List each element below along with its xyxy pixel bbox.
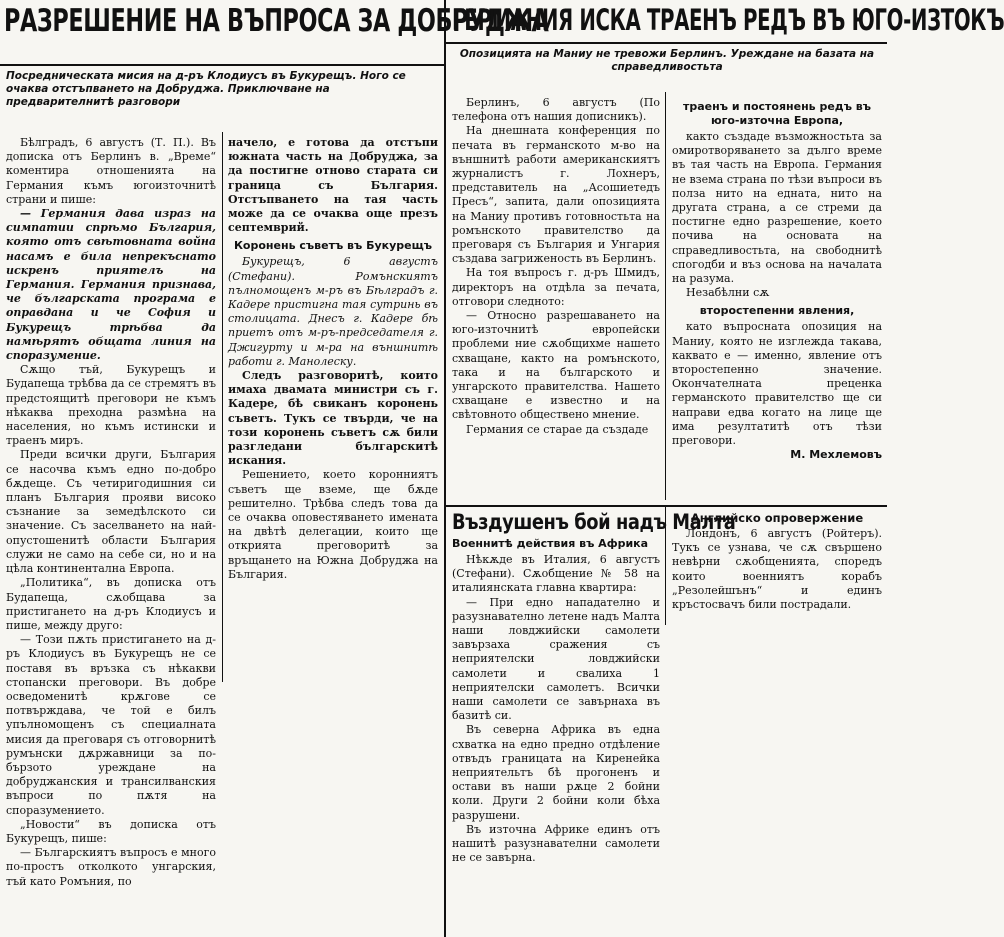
rule-article3-top [446, 505, 887, 507]
article3-headline: Въздушенъ бой надъ Малта [452, 510, 736, 534]
article1-subhead: Посредническата мисия на д-ръ Клодиусъ въ Букурещъ. Ного се очаква отстъпването на Добруджа. Приключване на предварителнитѣ разговори [6, 70, 406, 108]
paragraph: като въпросната опозиция на Маниу, която не изглежда такава, каквато е — именно, явление отъ второстепенно значение. Окончателната преценка германското правителство ще си направи едва когато на лице ще има резултатитѣ отъ тѣзи преговори. [672, 320, 882, 448]
paragraph: На днешната конференция по печата въ германското м-во на външнитѣ работи американскиятъ журналистъ г. Лохнеръ, представитель на „Асошиетедъ Пресъ“, запита, дали опозицията на Маниу противъ готовностьта на ромънското правителство да преговаря съ България и Унгария създава загриженость въ Берлинъ. [452, 124, 660, 266]
paragraph: Преди всички други, България се насочва къмъ едно по-добро бѫдеще. Съ четиригодишния си планъ България прояви високо съзнание за земедѣлското си значение. Съ заселването на най-опустошенитѣ области България служи не само на себе си, но и на цѣла континентална Европа. [6, 448, 216, 576]
paragraph: — Германия дава израз на симпатии спрѣмо България, която отъ свѣтовната война насамъ е била непрекъснато искренъ приятелъ на Германия. Германия признава, че българската програма е оправдана и че София и Букурещъ трѣбва да намѣрятъ общата линия на споразумение. [6, 207, 216, 363]
bold-lead: траенъ и постоянень редъ въ юго-източна Европа, [682, 100, 872, 127]
article3-body [452, 553, 660, 865]
paragraph: „Политика“, въ дописка отъ Будапеща, сѫобщава за пристигането на д-ръ Клодиусъ и пише, между друго: [6, 576, 216, 632]
article2-headline: ГЕРМАНИЯ ИСКА ТРАЕНЪ РЕДЪ ВЪ ЮГО-ИЗТОКЪ [452, 3, 1004, 37]
paragraph: „Новости“ въ дописка отъ Букурещъ, пише: [6, 817, 216, 845]
article2-column-1 [452, 96, 660, 437]
paragraph: Въ източна Африке единъ отъ нашитѣ разузнавателни самолети не се завърна. [452, 822, 660, 865]
article1-column-1 [6, 136, 216, 889]
column-rule-right [665, 92, 666, 500]
article4-body [672, 527, 882, 612]
article2-column-2 [672, 96, 882, 462]
article1-column-2 [228, 136, 438, 582]
paragraph: Решението, което коронниятъ съветъ ще вземе, ще бѫде решително. Трѣбва следъ това да се очаква оповестяването имената на двѣтѣ делегации, които ще открията преговоритѣ за връщането на Южна Добруджа на България. [228, 468, 438, 581]
paragraph: Германия се старае да създаде [466, 422, 649, 436]
section-title: Коронень съветъ въ Букурещъ [233, 239, 433, 253]
paragraph: — При едно нападателно и разузнавателно летене надъ Малта наши ловджийски самолети завързаха сражения съ неприятелски ловджийски самолети и свалиха 1 неприятелски самолетъ. Всички наши самолети се завърнаха въ базитѣ си. [452, 595, 660, 723]
article3-subhead: Военнитѣ действия въ Африка [452, 537, 649, 550]
rule-under-headline-2 [446, 42, 887, 44]
paragraph: — Този пѫть пристигането на д-ръ Клодиусъ въ Букурещъ не се поставя въ връзка съ нѣкакви стопански преговори. Въ добре осведоменитѣ крѫгове се потвърждава, че той е билъ упълномощенъ съ специалната мисия да преговаря съ отговорнитѣ румънски дѫржавници за по-бързото уреждане на добруджанския и трансилванския въпроси по пѫтя на споразумението. [6, 633, 216, 817]
paragraph: както създаде възможностьта за омиротворяването за дълго време въ тая часть на Европа. Германия не взема страна по тѣзи въпроси въ полза нито на едната, нито на другата страна, а се стреми да постигне едно разрешение, което почива на основата на справедливостьта, на свободнитѣ спогодби и въз основа на началата на разума. [672, 130, 882, 286]
paragraph: — Българскиятъ въпросъ е много по-простъ отколкото унгарския, тъй като Ромъния, по [6, 846, 216, 888]
author-signature: М. Мехлемовъ [790, 448, 882, 462]
paragraph: Незабѣлни сѫ [686, 286, 770, 300]
column-rule-left [222, 132, 223, 682]
rule-under-headline-1 [0, 64, 444, 66]
paragraph: Берлинъ, 6 августъ (По телефона отъ нашия дописникъ). [452, 96, 660, 124]
paragraph: Букурещъ, 6 августъ (Стефани). Ромънскиятъ пълномощенъ м-ръ въ Бѣлградъ г. Кадере пристигна тая сутринь въ столицата. Днесъ г. Кадере бѣ приетъ отъ м-ръ-председателя г. Джигурту и м-ра на външнитѣ работи г. Манолеску. [228, 255, 438, 368]
article2-subhead: Опозицията на Маниу не тревожи Берлинъ. Уреждане на базата на справедливостьта [459, 48, 875, 73]
paragraph: Нѣкѫде въ Италия, 6 августъ (Стефани). Сѫобщение № 58 на италиянската главна квартира: [452, 553, 660, 595]
paragraph: На тоя въпросъ г. д-ръ Шмидъ, директоръ на отдѣла за печата, отговори следното: [452, 266, 660, 308]
article1-headline: РАЗРЕШЕНИЕ НА ВЪПРОСА ЗА ДОБРУДЖА [4, 3, 549, 39]
paragraph: Бѣлградъ, 6 августъ (Т. П.). Въ дописка отъ Берлинъ в. „Време“ коментира отношенията на Германия къмъ югоизточнитѣ страни и пише: [6, 136, 216, 206]
paragraph: Лондонъ, 6 августъ (Ройтеръ). Тукъ се узнава, че сѫ свършено невѣрни сѫобщенията, споредъ които военниятъ корабъ „Резолейшънъ“ и единъ кръстосвачъ били пострадали. [672, 527, 882, 612]
paragraph: Въ северна Африка въ една схватка на едно предно отдѣление отвъдъ границата на Киренейка неприятельтъ бѣ прогоненъ и остави въ наши рѫце 2 бойни коли. Други 2 бойни коли бѣха разрушени. [452, 723, 660, 822]
column-rule-main [444, 0, 446, 937]
article4-headline: Английско опровержение [690, 511, 864, 525]
paragraph: — Относно разрешаването на юго-източнитѣ европейски проблеми ние сѫобщихме нашето схващане, както на ромънското, така и на българското и унгарското правителства. Нашето схващане е известно и на свѣтовното обществено мнение. [452, 309, 660, 422]
bold-lead: второстепенни явления, [699, 304, 855, 318]
paragraph: Сѫщо тъй, Букурещъ и Будапеща трѣбва да се стремятъ въ предстоящитѣ преговори не къмъ нѣкаква преходна размѣна на населения, но къмъ истински и траенъ миръ. [6, 363, 216, 448]
paragraph: Следъ разговоритѣ, които имаха двамата министри съ г. Кадере, бѣ свиканъ коронень съветъ. Тукъ се твърди, че на този коронень съветъ сѫ били разгледани българскитѣ искания. [228, 369, 438, 468]
paragraph: начело, е готова да отстъпи южната часть на Добруджа, за да постигне отново старата си граница съ България. Отстъпването на тая часть може да се очаква още презъ септемврий. [228, 136, 438, 235]
